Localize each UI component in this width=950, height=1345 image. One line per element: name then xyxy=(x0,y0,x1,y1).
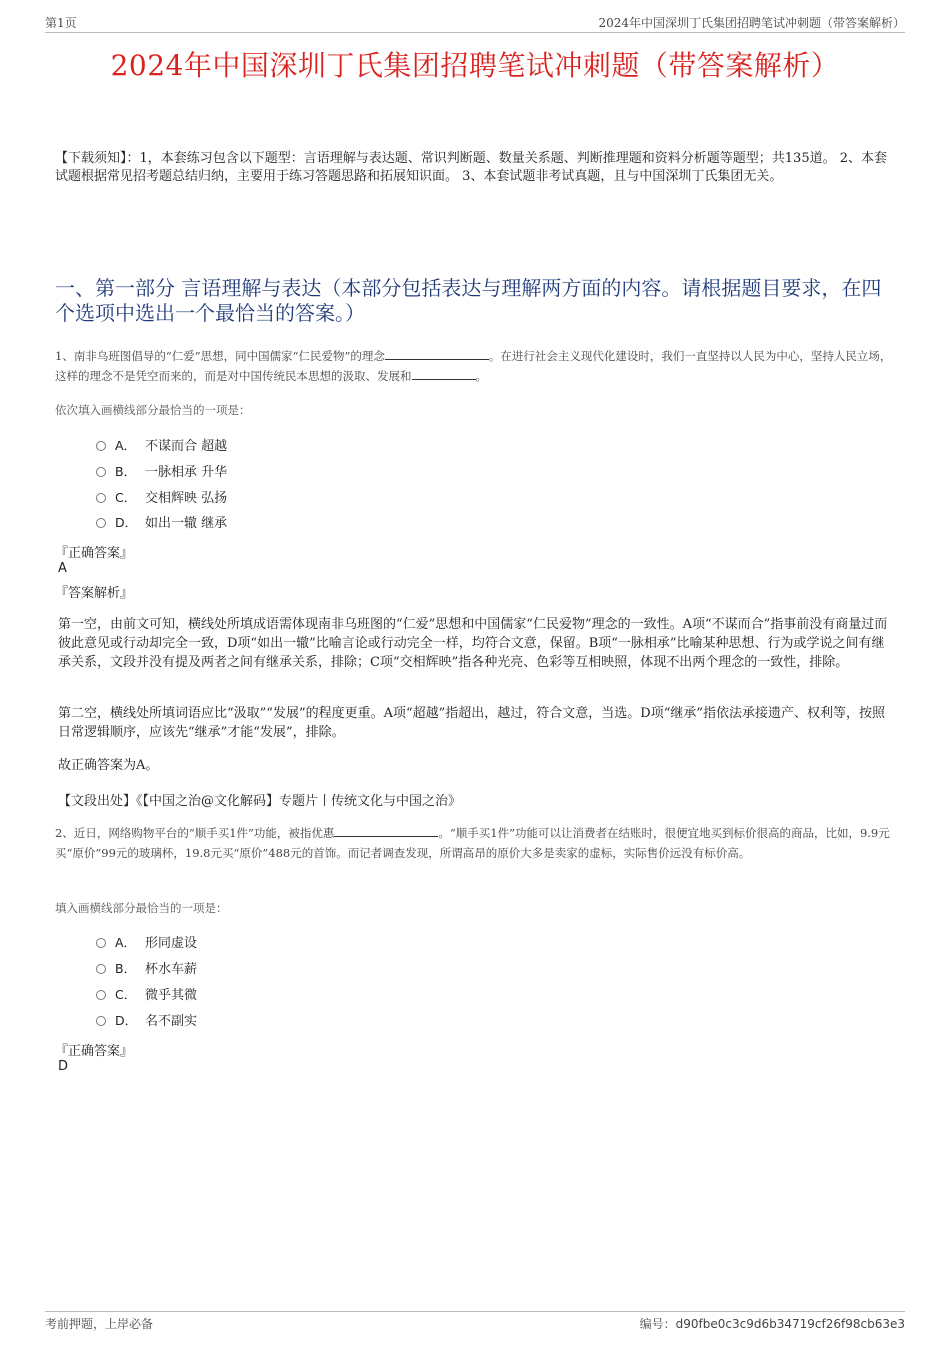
option-letter: D． xyxy=(115,1013,138,1028)
option-a[interactable] xyxy=(96,934,197,952)
option-text: 交相辉映 弘扬 xyxy=(145,491,228,506)
option-text: 形同虚设 xyxy=(145,936,198,951)
question-1-text-b: 。在进行社会主义现代化建设时，我们一直坚持以人民为中心，坚持人民立场，这样的理念不是凭空而来的，而是对中国传统民本思想的汲取、发展和 xyxy=(55,349,892,383)
analysis-paragraph: 第二空，横线处所填词语应比“汲取”“发展”的程度更重。A项“超越”指超出，越过，符合文意，当选。D项“继承”指依法承接遗产、权利等，按照日常逻辑顺序，应该先“继承”才能“发展”，排除。 xyxy=(58,706,885,740)
footer-slogan: 考前押题，上岸必备 xyxy=(45,1317,154,1331)
document-code-value: d90fbe0c3c9d6b34719cf26f98cb63e3 xyxy=(675,1317,905,1331)
option-letter: A． xyxy=(115,438,137,453)
question-2-text-a: 2、近日，网络购物平台的“顺手买1件”功能，被指优惠 xyxy=(55,826,335,840)
question-1-text-c: 。 xyxy=(475,369,487,383)
option-text: 一脉相承 升华 xyxy=(145,465,228,480)
download-notice: 【下载须知】：1，本套练习包含以下题型：言语理解与表达题、常识判断题、数量关系题、判断推理题和资料分析题等题型；共135道。 2、本套试题根据常见招考题总结归纳，主要用于练习答题思路和拓展知识面。 3、本套试题非考试真题，且与中国深圳丁氏集团无关。 xyxy=(55,151,887,184)
option-text: 如出一辙 继承 xyxy=(145,516,228,531)
option-letter: D． xyxy=(115,515,138,530)
option-c[interactable] xyxy=(96,489,227,507)
header-divider xyxy=(45,32,905,33)
option-d[interactable] xyxy=(96,1012,197,1030)
radio-icon[interactable] xyxy=(96,1016,106,1026)
option-text: 不谋而合 超越 xyxy=(145,439,228,454)
answer-blank xyxy=(385,347,489,360)
option-b[interactable] xyxy=(96,960,197,978)
option-letter: B． xyxy=(115,961,137,976)
page-number: 第1页 xyxy=(45,16,77,30)
option-letter: A． xyxy=(115,935,137,950)
running-header-title: 2024年中国深圳丁氏集团招聘笔试冲刺题（带答案解析） xyxy=(598,16,905,30)
correct-answer-label: 『正确答案』 xyxy=(55,546,134,561)
analysis-conclusion: 故正确答案为A。 xyxy=(58,758,159,773)
question-2-text-b: 。“顺手买1件”功能可以让消费者在结账时，很便宜地买到标价很高的商品，比如，9.9元买“原价”99元的玻璃杯，19.8元买“原价”488元的首饰。而记者调查发现，所谓高昂的原价大多是卖家的虚标，实际售价远没有标价高。 xyxy=(55,826,890,860)
option-text: 微乎其微 xyxy=(145,988,198,1003)
question-1-text-a: 1、南非乌班图倡导的“仁爱”思想，同中国儒家“仁民爱物”的理念 xyxy=(55,349,385,363)
answer-blank xyxy=(412,367,476,380)
analysis-label: 『答案解析』 xyxy=(55,586,134,601)
document-code xyxy=(640,1315,905,1332)
option-c[interactable] xyxy=(96,986,197,1004)
radio-icon[interactable] xyxy=(96,964,106,974)
section-heading: 一、第一部分 言语理解与表达（本部分包括表达与理解两方面的内容。请根据题目要求，在四个选项中选出一个最恰当的答案。） xyxy=(55,276,882,325)
passage-source: 【文段出处】《【中国之治@文化解码】专题片丨传统文化与中国之治》 xyxy=(58,794,462,809)
option-b[interactable] xyxy=(96,463,227,481)
radio-icon[interactable] xyxy=(96,441,106,451)
correct-answer-label: 『正确答案』 xyxy=(55,1044,134,1059)
option-a[interactable] xyxy=(96,437,227,455)
option-letter: C． xyxy=(115,987,137,1002)
analysis-paragraph: 第一空，由前文可知，横线处所填成语需体现南非乌班图的“仁爱”思想和中国儒家“仁民爱物”理念的一致性。A项“不谋而合”指事前没有商量过而彼此意见或行动却完全一致，D项“如出一辙”比喻言论或行动完全一样，均符合文意，保留。B项“一脉相承”比喻某种思想、行为或学说之间有继承关系，文段并没有提及两者之间有继承关系，排除；C项“交相辉映”指各种光亮、色彩等互相映照，体现不出两个理念的一致性，排除。 xyxy=(58,617,888,670)
radio-icon[interactable] xyxy=(96,467,106,477)
document-title: 2024年中国深圳丁氏集团招聘笔试冲刺题（带答案解析） xyxy=(110,49,840,82)
option-letter: B． xyxy=(115,464,137,479)
question-2-stem xyxy=(55,823,900,863)
radio-icon[interactable] xyxy=(96,990,106,1000)
option-letter: C． xyxy=(115,490,137,505)
question-1-prompt: 依次填入画横线部分最恰当的一项是： xyxy=(55,403,251,417)
answer-blank xyxy=(334,824,438,837)
correct-answer: A xyxy=(58,561,67,576)
radio-icon[interactable] xyxy=(96,938,106,948)
radio-icon[interactable] xyxy=(96,493,106,503)
option-text: 杯水车薪 xyxy=(145,962,198,977)
footer-divider xyxy=(45,1311,905,1312)
radio-icon[interactable] xyxy=(96,518,106,528)
question-1-stem xyxy=(55,346,900,386)
option-text: 名不副实 xyxy=(145,1014,198,1029)
correct-answer: D xyxy=(58,1059,69,1074)
document-code-label: 编号： xyxy=(639,1317,676,1331)
question-2-prompt: 填入画横线部分最恰当的一项是： xyxy=(55,901,228,915)
option-d[interactable] xyxy=(96,514,227,532)
